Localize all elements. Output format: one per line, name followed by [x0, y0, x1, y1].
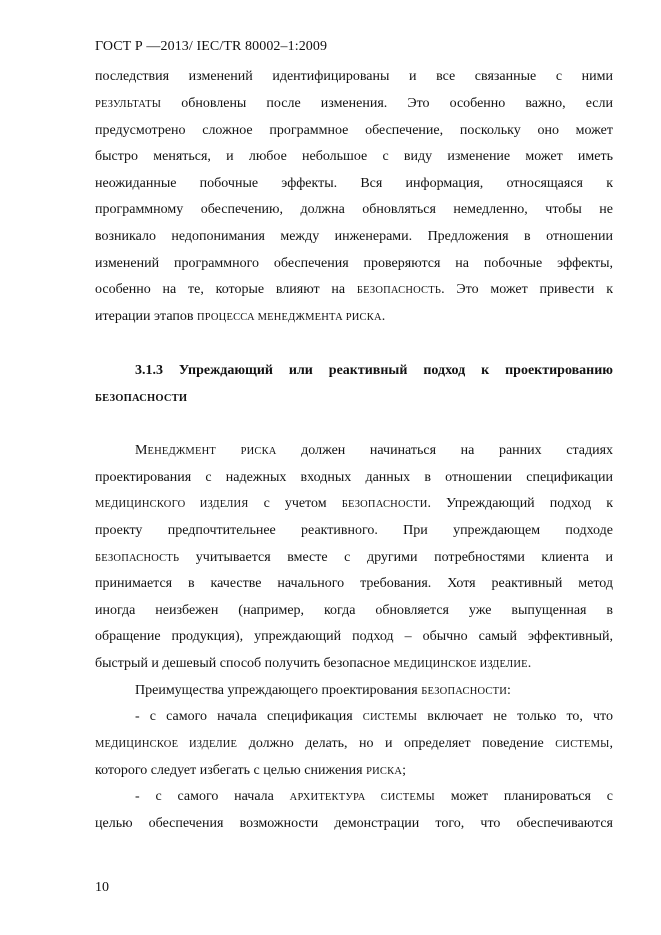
text-line: проектирования с надежных входных данных в отношении спецификации [95, 470, 613, 485]
section-heading: 3.1.3 Упреждающий или реактивный подход к проектированию [135, 363, 613, 378]
list-item: - с самого начала АРХИТЕКТУРА СИСТЕМЫ может планироваться с [135, 789, 613, 804]
text-line: БЕЗОПАСНОСТЬ учитывается вместе с другими потребностями клиента и [95, 550, 613, 565]
text-line: МЕНЕДЖМЕНТ РИСКА должен начинаться на ранних стадиях [135, 443, 613, 458]
text-line: последствия изменений идентифицированы и все связанные с ними [95, 69, 613, 84]
text-line: МЕДИЦИНСКОГО ИЗДЕЛИЯ с учетом БЕЗОПАСНОСТИ. Упреждающий подход к [95, 496, 613, 511]
text-line: проекту предпочтительнее реактивного. При упреждающем подходе [95, 523, 613, 538]
document-header: ГОСТ Р —2013/ IEC/TR 80002–1:2009 [95, 39, 328, 54]
list-item: - с самого начала спецификация СИСТЕМЫ включает не только то, что [135, 709, 613, 724]
text-line: неожиданные побочные эффекты. Вся информация, относящаяся к [95, 176, 613, 191]
text-line: итерации этапов ПРОЦЕССА МЕНЕДЖМЕНТА РИСКА. [95, 309, 386, 324]
text-line: РЕЗУЛЬТАТЫ обновлены после изменения. Это особенно важно, если [95, 96, 613, 111]
text-line: программному обеспечению, должна обновляться немедленно, чтобы не [95, 202, 613, 217]
text-line: возникало недопонимания между инженерами. Предложения в отношении [95, 229, 613, 244]
text-line: особенно на те, которые влияют на БЕЗОПАСНОСТЬ. Это может привести к [95, 282, 613, 297]
text-line: быстрый и дешевый способ получить безопасное МЕДИЦИНСКОЕ ИЗДЕЛИЕ. [95, 656, 532, 671]
text-line: целью обеспечения возможности демонстрации того, что обеспечиваются [95, 816, 613, 831]
text-line: Преимущества упреждающего проектирования БЕЗОПАСНОСТИ: [135, 683, 511, 698]
text-line: которого следует избегать с целью снижения РИСКА; [95, 763, 406, 778]
text-line: изменений программного обеспечения проверяются на побочные эффекты, [95, 256, 613, 271]
text-line: принимается в качестве начального требования. Хотя реактивный метод [95, 576, 613, 591]
text-line: обращение продукция), упреждающий подход – обычно самый эффективный, [95, 629, 613, 644]
page-number: 10 [95, 880, 109, 895]
text-line: МЕДИЦИНСКОЕ ИЗДЕЛИЕ должно делать, но и определяет поведение СИСТЕМЫ, [95, 736, 613, 751]
text-line: иногда неизбежен (например, когда обновляется уже выпущенная в [95, 603, 613, 618]
text-line: предусмотрено сложное программное обеспечение, поскольку оно может [95, 123, 613, 138]
section-heading-continued: БЕЗОПАСНОСТИ [95, 393, 188, 404]
text-line: быстро меняться, и любое небольшое с виду изменение может иметь [95, 149, 613, 164]
